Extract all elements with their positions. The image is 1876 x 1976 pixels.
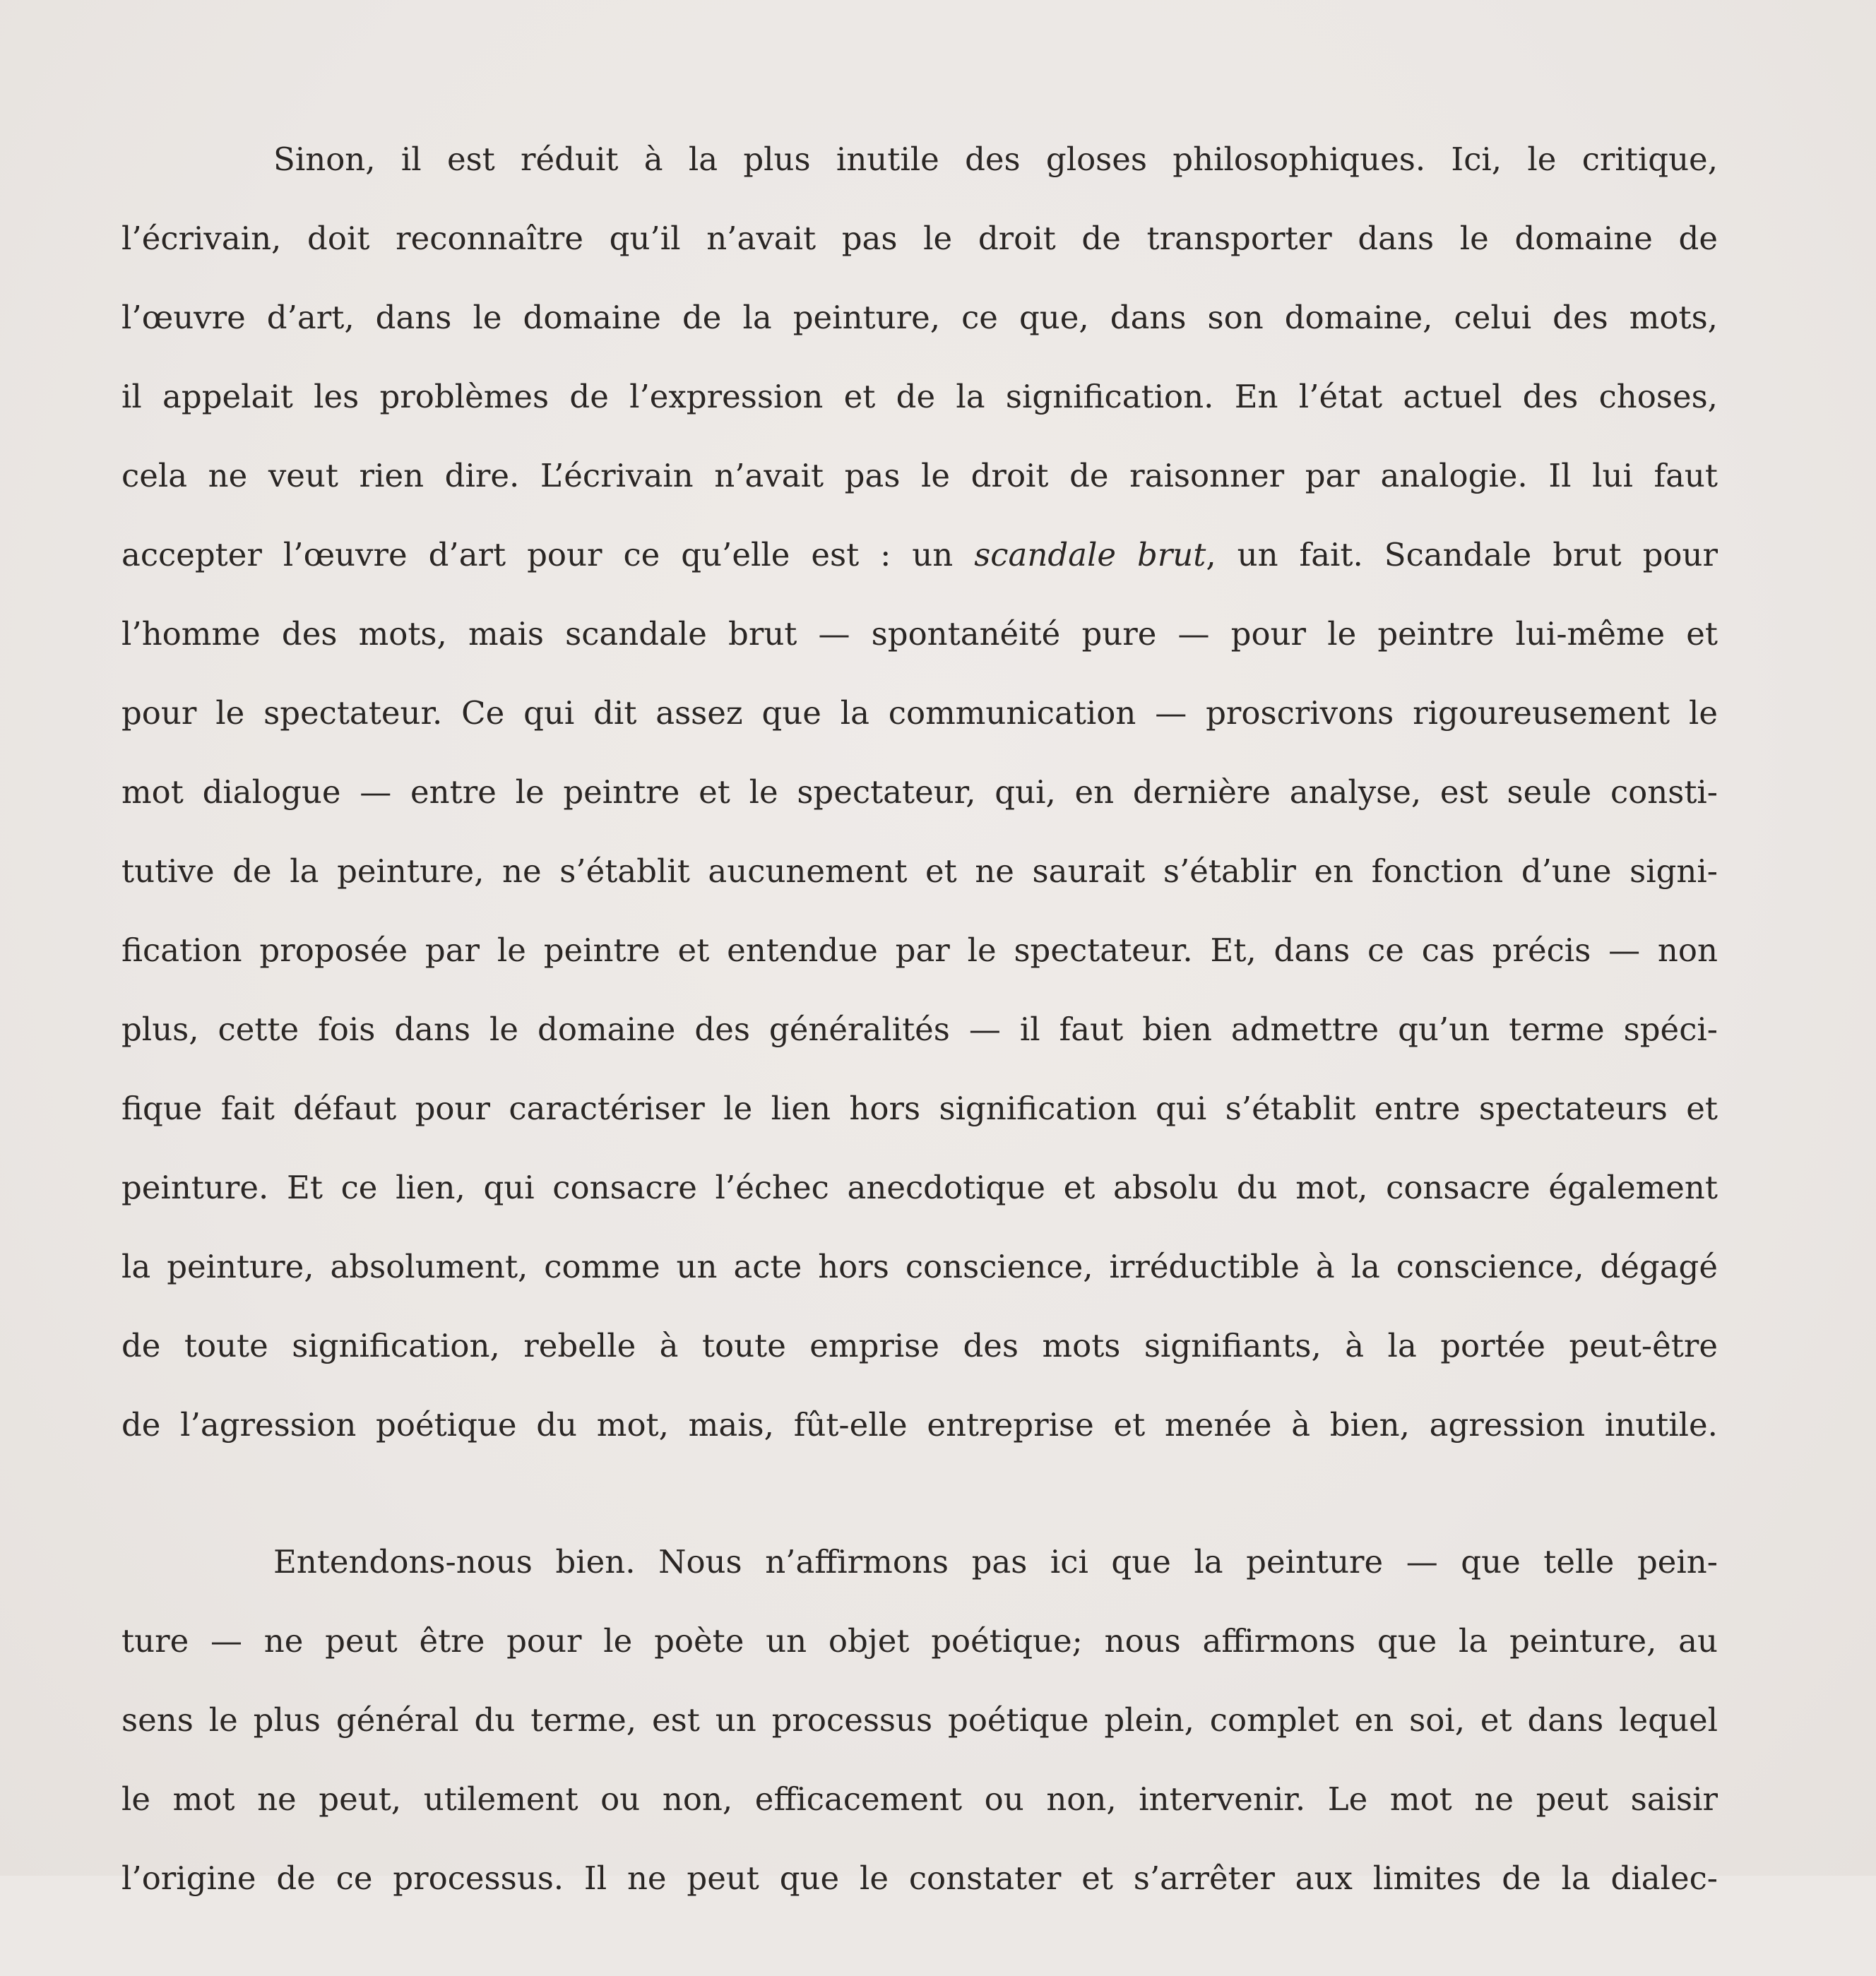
paragraph-2 [121, 1523, 1718, 1918]
text-line: Sinon, il est réduit à la plus inutile des gloses philosophiques. Ici, le critique, [273, 141, 1718, 178]
paragraph-1 [121, 120, 1718, 1465]
text-line: pour le spectateur. Ce qui dit assez que la communication — proscrivons rigoureusement le [121, 694, 1718, 732]
text-line: il appelait les problèmes de l’expression et de la signification. En l’état actuel des choses, [121, 378, 1718, 415]
text-line: cela ne veut rien dire. L’écrivain n’avait pas le droit de raisonner par analogie. Il lui faut [121, 457, 1718, 494]
text-line: tutive de la peinture, ne s’établit aucunement et ne saurait s’établir en fonction d’une signi- [121, 852, 1718, 890]
italic-phrase: scandale brut [974, 536, 1206, 573]
text-line: sens le plus général du terme, est un processus poétique plein, complet en soi, et dans lequel [121, 1701, 1718, 1739]
text-line: l’origine de ce processus. Il ne peut que le constater et s’arrêter aux limites de la dialec- [121, 1859, 1718, 1897]
text-line: fique fait défaut pour caractériser le lien hors signification qui s’établit entre spectateurs et [121, 1090, 1718, 1127]
text-line: de toute signification, rebelle à toute emprise des mots signifiants, à la portée peut-être [121, 1327, 1718, 1364]
text-line: la peinture, absolument, comme un acte hors conscience, irréductible à la conscience, dégagé [121, 1248, 1718, 1285]
text-line: l’homme des mots, mais scandale brut — spontanéité pure — pour le peintre lui-même et [121, 615, 1718, 653]
text-run: accepter l’œuvre d’art pour ce qu’elle est : un [121, 536, 975, 573]
text-line: Entendons-nous bien. Nous n’affirmons pas ici que la peinture — que telle pein- [273, 1543, 1718, 1581]
text-line: mot dialogue — entre le peintre et le spectateur, qui, en dernière analyse, est seule consti- [121, 773, 1718, 811]
text-line: ture — ne peut être pour le poète un objet poétique; nous affirmons que la peinture, au [121, 1622, 1718, 1660]
text-run: , un fait. Scandale brut pour [1206, 536, 1718, 573]
text-line: le mot ne peut, utilement ou non, efficacement ou non, intervenir. Le mot ne peut saisir [121, 1780, 1718, 1818]
text-line: de l’agression poétique du mot, mais, fût-elle entreprise et menée à bien, agression inutile. [121, 1406, 1718, 1444]
text-line: l’écrivain, doit reconnaître qu’il n’avait pas le droit de transporter dans le domaine de [121, 220, 1718, 257]
body-text [121, 120, 1718, 1976]
text-line [121, 516, 1718, 595]
text-line: fication proposée par le peintre et entendue par le spectateur. Et, dans ce cas précis — non [121, 932, 1718, 969]
text-line: l’œuvre d’art, dans le domaine de la peinture, ce que, dans son domaine, celui des mots, [121, 299, 1718, 336]
text-line: peinture. Et ce lien, qui consacre l’échec anecdotique et absolu du mot, consacre également [121, 1169, 1718, 1206]
text-line: plus, cette fois dans le domaine des généralités — il faut bien admettre qu’un terme spéci- [121, 1011, 1718, 1048]
